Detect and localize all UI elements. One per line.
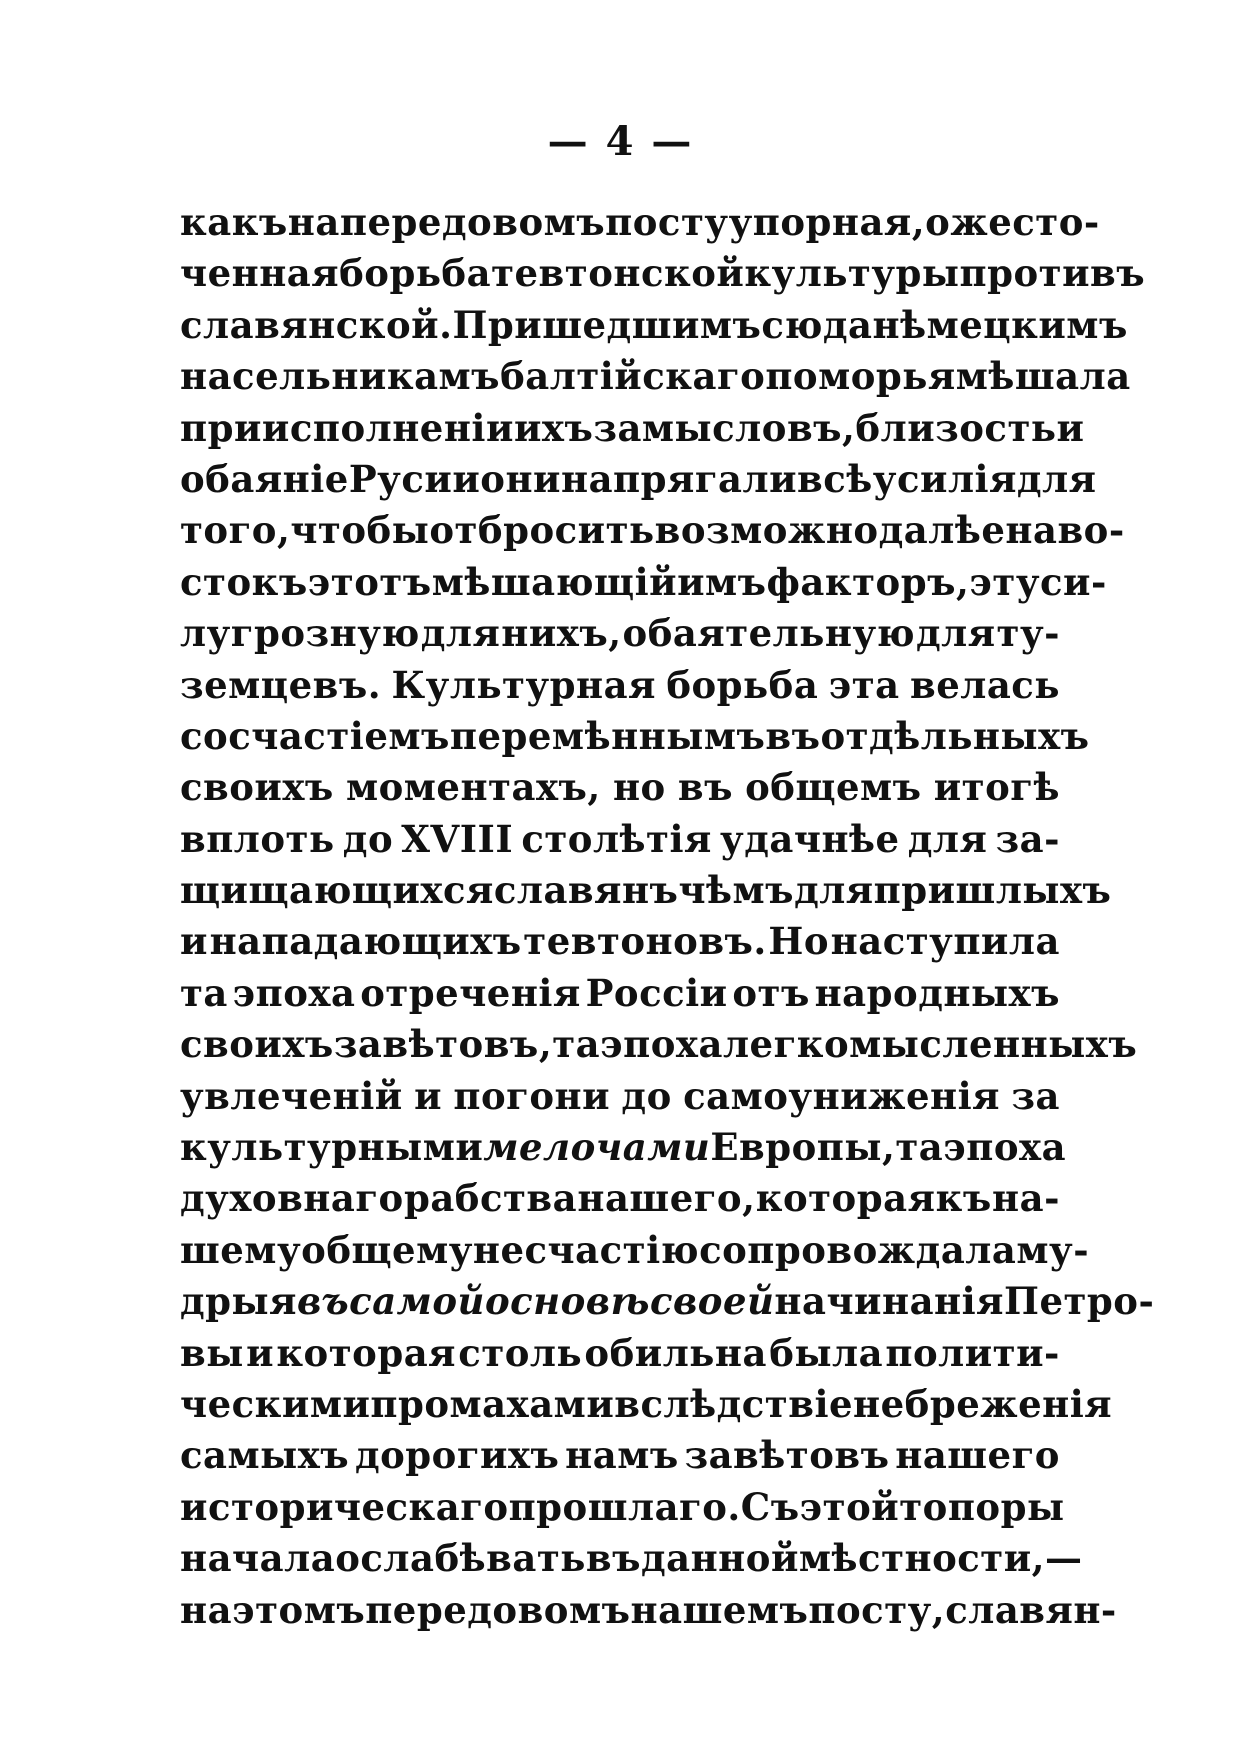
word: самоуниженія	[683, 1073, 1001, 1118]
word: эпоха	[232, 970, 356, 1015]
word: Пришедшимъ	[452, 302, 762, 347]
text-line	[180, 1484, 1065, 1536]
word: нашемъ	[630, 1587, 809, 1632]
word: тевтоновъ.	[523, 919, 767, 964]
word: балтійскаго	[500, 354, 766, 399]
word: шему	[180, 1227, 302, 1272]
word: славян-	[945, 1587, 1117, 1632]
word: итогѣ	[933, 765, 1060, 810]
italic-word: въ	[296, 1279, 350, 1324]
text-line	[180, 1587, 1117, 1639]
word: столь	[458, 1330, 583, 1375]
word: дорогихъ	[354, 1433, 560, 1478]
word: за	[1011, 1073, 1060, 1118]
word: имъ	[677, 559, 767, 604]
word: легкомысленныхъ	[722, 1022, 1138, 1067]
word: удачнѣе	[720, 816, 900, 861]
word: Культурная	[391, 662, 656, 707]
word: славянской.	[180, 302, 453, 347]
text-line	[180, 1279, 1155, 1330]
word: —	[1045, 1536, 1083, 1581]
word: насельникамъ	[180, 354, 501, 399]
word: счастіемъ	[228, 713, 450, 758]
text-line	[180, 1176, 1060, 1227]
word: рабства	[403, 1176, 578, 1221]
word: напрягали	[560, 456, 798, 501]
word: они	[480, 456, 561, 501]
word: промахами	[370, 1381, 615, 1426]
word: своихъ	[180, 765, 334, 810]
word: си-	[1040, 559, 1107, 604]
word: Но	[768, 919, 830, 964]
word: культурными	[180, 1125, 484, 1170]
word: но	[612, 765, 666, 810]
word: далѣе	[878, 508, 1006, 553]
text-line	[180, 1125, 1067, 1176]
text-line	[180, 1381, 1113, 1433]
text-line	[180, 508, 1125, 559]
word: мѣшала	[955, 354, 1131, 399]
text-line	[180, 713, 1090, 765]
word: для	[907, 816, 988, 861]
word: погони	[453, 1073, 611, 1118]
word: данной	[640, 1536, 799, 1581]
word: начала	[180, 1536, 336, 1581]
word: та	[180, 970, 228, 1015]
italic-word: основѣ	[484, 1279, 650, 1324]
word: наступила	[830, 919, 1060, 964]
text-line	[180, 868, 1112, 919]
word: та	[895, 1125, 944, 1170]
word: нашего,	[577, 1176, 756, 1221]
word: на	[1005, 508, 1058, 553]
word: въ	[585, 1536, 641, 1581]
word: посту	[605, 200, 729, 244]
word: пришлыхъ	[873, 868, 1112, 913]
word: нападающихъ	[209, 919, 522, 964]
word: и	[452, 456, 481, 501]
word: на	[287, 200, 340, 244]
italic-word: самой	[349, 1279, 485, 1324]
word: и	[414, 1073, 443, 1118]
word: передовомъ	[339, 200, 606, 244]
word: противъ	[959, 251, 1146, 296]
word: сюда	[761, 302, 873, 347]
text-line	[180, 302, 1128, 354]
word: до	[621, 1073, 672, 1118]
word: своихъ	[180, 1022, 334, 1067]
word: вплоть	[180, 816, 335, 861]
word: завѣтовъ,	[333, 1022, 553, 1067]
word: стокъ	[180, 559, 308, 604]
word: отбросить	[429, 508, 655, 553]
word: прошлаго.	[508, 1484, 741, 1529]
word: которая	[276, 1330, 457, 1375]
word: вслѣдствіе	[614, 1381, 854, 1426]
word: факторъ,	[766, 559, 970, 604]
word: на	[180, 1587, 233, 1632]
word: въ	[765, 713, 821, 758]
word: которая	[755, 1176, 936, 1221]
page-number: — 4 —	[547, 118, 694, 165]
word: эту	[969, 559, 1040, 604]
word: поморья	[765, 354, 956, 399]
word: нихъ,	[501, 611, 622, 656]
text-line	[180, 354, 1131, 405]
word: этомъ	[232, 1587, 366, 1632]
word: велась	[910, 662, 1060, 707]
word: ченная	[180, 251, 340, 296]
word: борьба	[666, 662, 819, 707]
word: культуры	[744, 251, 960, 296]
word: увлеченій	[180, 1073, 403, 1118]
word: во-	[1057, 508, 1125, 553]
word: общемъ	[745, 765, 922, 810]
word: была	[769, 1330, 884, 1375]
word: славянъ	[493, 868, 679, 913]
text-line	[180, 405, 1085, 457]
word: Руси	[348, 456, 453, 501]
text-line	[180, 456, 1097, 508]
word: упорная,	[728, 200, 926, 244]
word: Европы,	[710, 1125, 896, 1170]
word: за-	[995, 816, 1060, 861]
word: небреженія	[853, 1381, 1113, 1426]
word: и	[1056, 405, 1085, 450]
word: обаятельную	[622, 611, 916, 656]
italic-word: мелочами	[483, 1125, 711, 1170]
word: щищающихся	[180, 868, 494, 913]
word: лугрозную	[180, 611, 420, 656]
word: начинанія	[774, 1279, 1005, 1324]
text-line	[180, 817, 1060, 868]
word: ихъ	[513, 405, 594, 450]
word: та	[552, 1022, 601, 1067]
word: для	[916, 611, 996, 656]
word: замысловъ,	[593, 405, 856, 450]
word: то	[899, 1484, 948, 1529]
word: борьба	[339, 251, 492, 296]
word: для	[420, 611, 501, 656]
word: мѣстности,	[798, 1536, 1046, 1581]
word: при	[180, 405, 262, 450]
word: Россіи	[585, 970, 728, 1015]
word: отдѣльныхъ	[820, 713, 1090, 758]
word: вы	[180, 1330, 244, 1375]
text-line	[180, 1536, 1083, 1587]
word: передовомъ	[365, 1587, 631, 1632]
word: ослабѣвать	[335, 1536, 586, 1581]
word: земцевъ.	[180, 662, 382, 707]
word: мѣшающій	[431, 559, 678, 604]
text-line	[180, 200, 1100, 251]
italic-word: своей	[649, 1279, 775, 1324]
word: народныхъ	[814, 970, 1060, 1015]
word: самыхъ	[180, 1433, 350, 1478]
word: несчастію	[472, 1227, 700, 1272]
word: дрыя	[180, 1279, 297, 1324]
word: того,	[180, 508, 291, 553]
text-line	[180, 1433, 1060, 1484]
text-line	[180, 919, 1060, 970]
word: му-	[1016, 1227, 1090, 1272]
word: ческими	[180, 1381, 371, 1426]
word: всѣ	[797, 456, 873, 501]
text-line	[180, 1022, 1138, 1073]
text-line	[180, 1074, 1060, 1125]
word: нашего	[895, 1433, 1060, 1478]
word: близость	[855, 405, 1057, 450]
word: и	[180, 919, 208, 964]
word: столѣтія	[521, 816, 712, 861]
word: духовнаго	[180, 1176, 404, 1221]
word: посту,	[808, 1587, 946, 1632]
word: общему	[301, 1227, 473, 1272]
text-line	[180, 1331, 1060, 1382]
word: отъ	[732, 970, 810, 1015]
word: обильна	[584, 1330, 767, 1375]
word: историческаго	[180, 1484, 509, 1529]
word: завѣтовъ	[684, 1433, 890, 1478]
word: полити-	[885, 1330, 1060, 1375]
word: и	[246, 1330, 275, 1375]
word: эпоха	[600, 1022, 723, 1067]
word: къ	[935, 1176, 992, 1221]
word: въ	[677, 765, 733, 810]
word: эта	[828, 662, 900, 707]
word: перемѣннымъ	[449, 713, 766, 758]
text-line	[180, 765, 1060, 816]
word: для	[794, 868, 874, 913]
word: ту-	[996, 611, 1060, 656]
word: Петро-	[1004, 1279, 1155, 1324]
text-line	[180, 971, 1060, 1022]
word: эпоха	[943, 1125, 1067, 1170]
word: возможно	[654, 508, 879, 553]
word: на-	[992, 1176, 1060, 1221]
word: чтобы	[290, 508, 430, 553]
word: для	[1016, 456, 1097, 501]
text-line	[180, 559, 1107, 611]
text-line	[180, 1227, 1090, 1279]
word: нѣмецкимъ	[872, 302, 1128, 347]
word: Съ	[740, 1484, 800, 1529]
word: поры	[947, 1484, 1065, 1529]
word: этотъ	[307, 559, 432, 604]
word: тевтонской	[491, 251, 745, 296]
word: сопровождала	[699, 1227, 1017, 1272]
word: моментахъ,	[345, 765, 601, 810]
word: XVIII	[401, 816, 514, 861]
text-line	[180, 611, 1060, 662]
word: до	[342, 816, 394, 861]
word: ожесто-	[925, 200, 1100, 244]
text-line	[180, 251, 1146, 302]
text-line	[180, 663, 1060, 714]
word: со	[180, 713, 229, 758]
word: какъ	[180, 200, 288, 244]
word: обаяніе	[180, 456, 349, 501]
word: намъ	[565, 1433, 679, 1478]
word: чѣмъ	[678, 868, 795, 913]
word: усилія	[872, 456, 1017, 501]
word: отреченія	[360, 970, 581, 1015]
word: этой	[799, 1484, 900, 1529]
word: исполненіи	[261, 405, 514, 450]
body-text	[180, 200, 1155, 1639]
